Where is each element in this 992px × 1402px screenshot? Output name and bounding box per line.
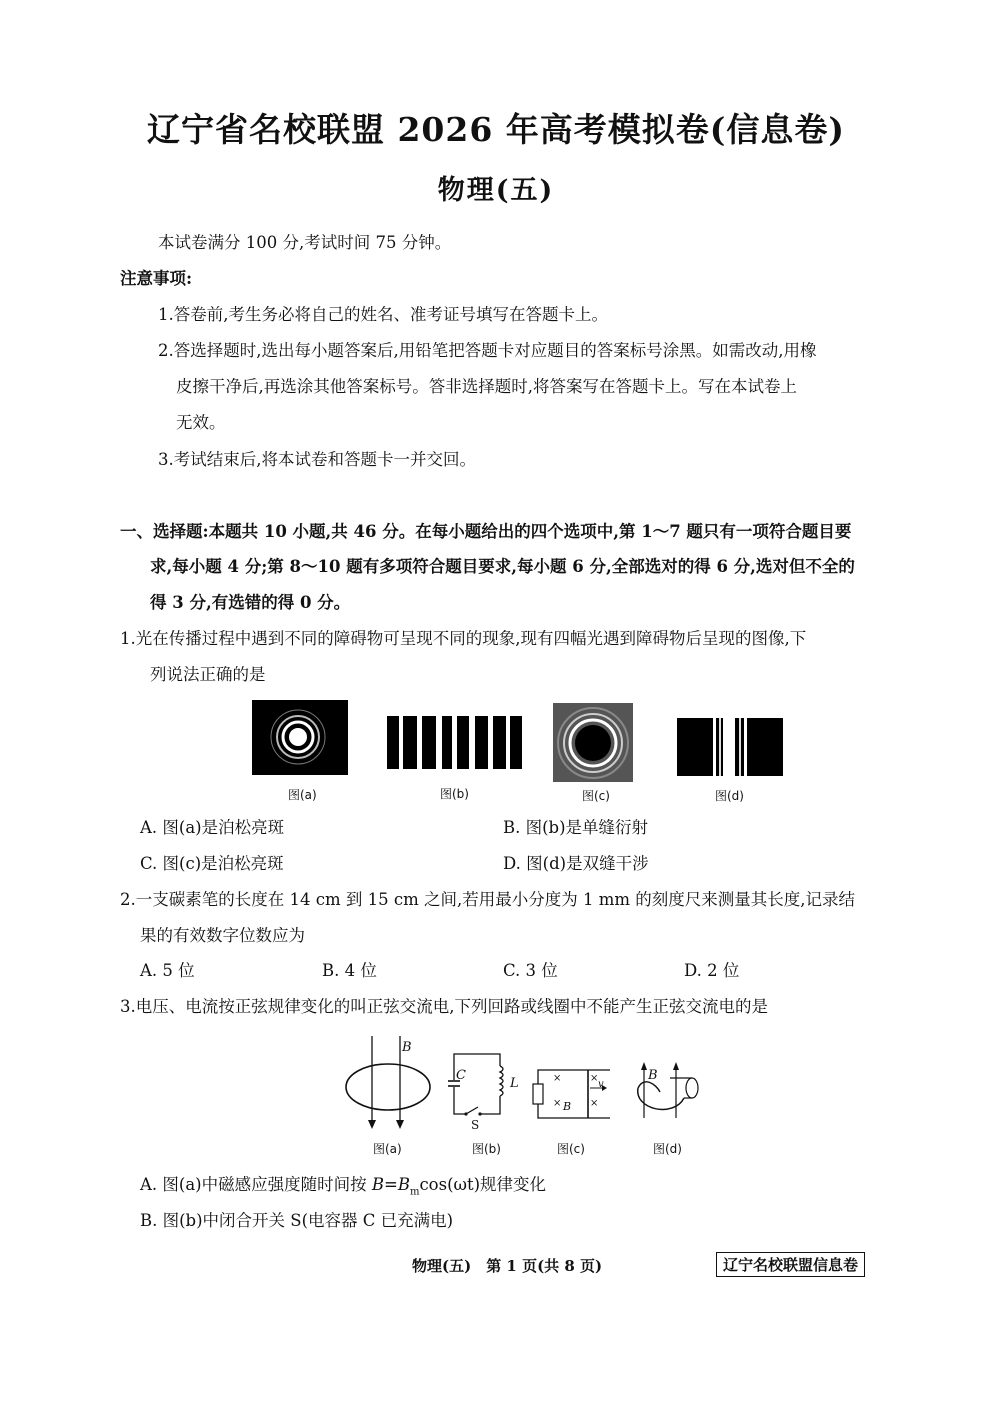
q3-option-a-suffix: cos(ωt)规律变化 bbox=[419, 1175, 547, 1194]
q3-fig-c-label-v: v bbox=[598, 1079, 604, 1090]
q3-figure-d bbox=[630, 1058, 702, 1130]
q3-fig-b-label-l: L bbox=[510, 1076, 519, 1091]
q1-caption-c: 图(c) bbox=[582, 789, 610, 803]
notice-item-2-line-1: 2.答选择题时,选出每小题答案后,用铅笔把答题卡对应题目的答案标号涂黑。如需改动,用橡 bbox=[158, 341, 817, 360]
q2-option-a: A. 5 位 bbox=[140, 961, 195, 980]
subject-title: 物理(五) bbox=[437, 175, 555, 206]
q3-option-a-subscript: m bbox=[409, 1186, 420, 1198]
page-title: 辽宁省名校联盟 2026 年高考模拟卷(信息卷) bbox=[146, 110, 846, 149]
q3-figure-b bbox=[446, 1050, 518, 1122]
q3-fig-a-label-b: B bbox=[402, 1040, 412, 1055]
q1-option-c: C. 图(c)是泊松亮斑 bbox=[140, 854, 284, 873]
section1-line-2: 求,每小题 4 分;第 8～10 题有多项符合题目要求,每小题 6 分,全部选对的得 6 分,选对但不全的 bbox=[150, 557, 855, 576]
q1-stem-line-1: 1.光在传播过程中遇到不同的障碍物可呈现不同的现象,现有四幅光遇到障碍物后呈现的图像,下 bbox=[120, 629, 807, 648]
q2-stem-line-1: 2.一支碳素笔的长度在 14 cm 到 15 cm 之间,若用最小分度为 1 mm 的刻度尺来测量其长度,记录结 bbox=[120, 890, 855, 909]
q3-caption-c: 图(c) bbox=[557, 1142, 585, 1156]
notice-item-3: 3.考试结束后,将本试卷和答题卡一并交回。 bbox=[158, 450, 476, 469]
q3-stem: 3.电压、电流按正弦规律变化的叫正弦交流电,下列回路或线圈中不能产生正弦交流电的是 bbox=[120, 997, 768, 1016]
section1-line-1: 一、选择题:本题共 10 小题,共 46 分。在每小题给出的四个选项中,第 1～7 题只有一项符合题目要 bbox=[120, 522, 852, 541]
q3-fig-c-cross-3: × bbox=[553, 1098, 562, 1109]
stamp-box: 辽宁名校联盟信息卷 bbox=[716, 1252, 865, 1277]
q1-figure-d bbox=[677, 718, 783, 776]
q1-caption-b: 图(b) bbox=[440, 787, 469, 801]
q1-figure-c bbox=[553, 703, 633, 782]
q3-option-a-prefix: A. 图(a)中磁感应强度随时间按 bbox=[140, 1175, 372, 1194]
q3-fig-b-label-s: S bbox=[471, 1118, 480, 1132]
notice-item-2-line-3: 无效。 bbox=[176, 413, 226, 432]
q1-option-a: A. 图(a)是泊松亮斑 bbox=[140, 818, 285, 837]
q1-option-b: B. 图(b)是单缝衍射 bbox=[503, 818, 649, 837]
q3-fig-c-label-b: B bbox=[563, 1100, 572, 1113]
q3-caption-b: 图(b) bbox=[472, 1142, 501, 1156]
q1-caption-a: 图(a) bbox=[288, 788, 317, 802]
section1-line-3: 得 3 分,有选错的得 0 分。 bbox=[150, 593, 351, 612]
q2-option-d: D. 2 位 bbox=[684, 961, 740, 980]
q3-fig-c-cross-2: × bbox=[590, 1073, 599, 1084]
q3-figure-c bbox=[530, 1066, 612, 1122]
q3-figure-a bbox=[338, 1032, 438, 1134]
q1-figure-b bbox=[387, 716, 522, 769]
q3-option-a-formula: B=B bbox=[371, 1175, 410, 1194]
q3-option-b: B. 图(b)中闭合开关 S(电容器 C 已充满电) bbox=[140, 1211, 454, 1230]
q1-caption-d: 图(d) bbox=[715, 789, 744, 803]
notice-heading: 注意事项: bbox=[120, 269, 193, 288]
q3-option-a bbox=[140, 1174, 546, 1203]
q3-fig-d-label-b: B bbox=[648, 1068, 658, 1083]
exam-intro: 本试卷满分 100 分,考试时间 75 分钟。 bbox=[158, 233, 452, 252]
q3-caption-a: 图(a) bbox=[373, 1142, 402, 1156]
page-footer: 物理(五) 第 1 页(共 8 页) bbox=[412, 1257, 603, 1275]
q3-fig-b-label-c: C bbox=[456, 1068, 466, 1083]
q2-option-c: C. 3 位 bbox=[503, 961, 558, 980]
q3-caption-d: 图(d) bbox=[653, 1142, 682, 1156]
q3-fig-c-cross-1: × bbox=[553, 1073, 562, 1084]
notice-item-1: 1.答卷前,考生务必将自己的姓名、准考证号填写在答题卡上。 bbox=[158, 305, 608, 324]
q1-figure-a bbox=[252, 700, 348, 775]
q2-option-b: B. 4 位 bbox=[322, 961, 377, 980]
q1-stem-line-2: 列说法正确的是 bbox=[150, 665, 266, 684]
q3-fig-c-cross-4: × bbox=[590, 1098, 599, 1109]
q2-stem-line-2: 果的有效数字位数应为 bbox=[140, 926, 305, 945]
notice-item-2-line-2: 皮擦干净后,再选涂其他答案标号。答非选择题时,将答案写在答题卡上。写在本试卷上 bbox=[176, 377, 797, 396]
q1-option-d: D. 图(d)是双缝干涉 bbox=[503, 854, 649, 873]
